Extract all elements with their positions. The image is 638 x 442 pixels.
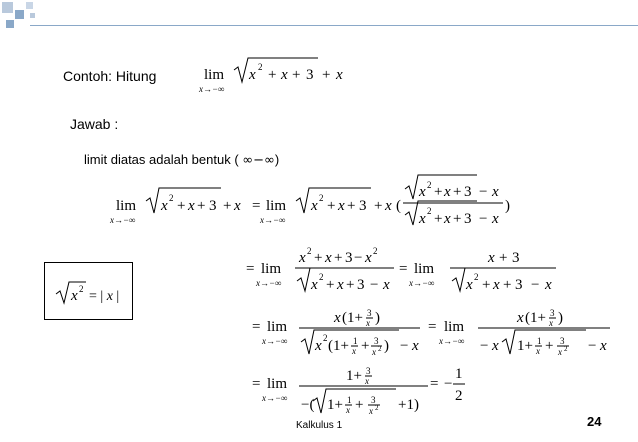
svg-text:(1+: (1+ xyxy=(525,310,546,326)
svg-text:2: 2 xyxy=(378,345,382,353)
svg-text:x: x xyxy=(493,277,500,293)
svg-text:3: 3 xyxy=(374,336,379,346)
svg-text:2: 2 xyxy=(375,404,379,412)
intro-form: ∞−∞ xyxy=(242,153,275,168)
svg-text:lim: lim xyxy=(266,198,287,214)
svg-text:+: + xyxy=(268,67,277,83)
svg-text:3: 3 xyxy=(306,67,314,83)
svg-text:x: x xyxy=(234,198,241,214)
svg-text:2: 2 xyxy=(169,193,174,203)
svg-text:1+: 1+ xyxy=(327,397,343,413)
svg-text:x: x xyxy=(385,198,392,214)
svg-text:x: x xyxy=(352,346,356,356)
svg-text:): ) xyxy=(375,310,380,326)
sidebox-rhs: = | x | xyxy=(89,289,120,304)
footer-title: Kalkulus 1 xyxy=(296,420,343,431)
svg-text:3: 3 xyxy=(357,277,365,293)
svg-text:x: x xyxy=(600,338,607,354)
svg-text:+: + xyxy=(499,250,508,266)
svg-text:1: 1 xyxy=(455,366,463,382)
svg-text:−: − xyxy=(531,277,540,293)
svg-text:x→−∞: x→−∞ xyxy=(256,278,282,288)
svg-text:=: = xyxy=(399,261,408,277)
svg-text:3: 3 xyxy=(464,184,472,200)
svg-text:x: x xyxy=(466,277,473,293)
svg-text:1: 1 xyxy=(353,336,358,346)
svg-text:+: + xyxy=(334,250,343,266)
svg-text:x: x xyxy=(558,347,562,357)
svg-text:+: + xyxy=(434,184,443,200)
svg-text:3: 3 xyxy=(560,336,565,346)
svg-text:x: x xyxy=(383,277,390,293)
svg-text:=: = xyxy=(428,319,437,335)
svg-text:1+: 1+ xyxy=(346,368,362,384)
svg-text:3: 3 xyxy=(367,308,372,318)
svg-text:): ) xyxy=(505,198,510,214)
svg-text:x: x xyxy=(549,318,553,328)
svg-text:x: x xyxy=(419,211,426,227)
svg-text:2: 2 xyxy=(474,272,479,282)
svg-text:x→−∞: x→−∞ xyxy=(409,278,435,288)
svg-text:2: 2 xyxy=(319,272,324,282)
svg-text:x: x xyxy=(311,277,318,293)
svg-text:+: + xyxy=(482,277,491,293)
svg-text:x: x xyxy=(372,347,376,357)
svg-text:+: + xyxy=(355,397,364,413)
svg-text:2: 2 xyxy=(319,193,324,203)
svg-text:lim: lim xyxy=(414,261,435,277)
svg-text:−: − xyxy=(479,184,488,200)
svg-text:x→−∞: x→−∞ xyxy=(439,336,465,346)
svg-text:x: x xyxy=(249,67,256,83)
svg-text:lim: lim xyxy=(116,198,137,214)
svg-text:2: 2 xyxy=(427,180,432,190)
page-number: 24 xyxy=(587,414,602,429)
svg-text:x: x xyxy=(188,198,195,214)
svg-text:+: + xyxy=(545,338,554,354)
lim-word: lim xyxy=(204,67,225,83)
svg-text:−: − xyxy=(354,250,363,266)
svg-text:+1): +1) xyxy=(398,397,419,413)
svg-text:): ) xyxy=(384,338,389,354)
svg-text:x: x xyxy=(492,184,499,200)
header-label: Contoh: Hitung xyxy=(63,68,157,84)
svg-text:3: 3 xyxy=(209,198,217,214)
svg-text:3: 3 xyxy=(464,211,472,227)
svg-text:x: x xyxy=(369,406,373,416)
svg-text:+: + xyxy=(292,67,301,83)
svg-text:+: + xyxy=(434,211,443,227)
svg-text:x: x xyxy=(444,211,451,227)
svg-text:+: + xyxy=(453,211,462,227)
svg-text:x: x xyxy=(161,198,168,214)
svg-text:3: 3 xyxy=(550,308,555,318)
svg-text:2: 2 xyxy=(455,388,463,404)
svg-text:−: − xyxy=(479,211,488,227)
svg-text:x: x xyxy=(517,310,524,326)
svg-text:−: − xyxy=(444,376,453,392)
svg-text:x: x xyxy=(315,338,322,354)
svg-text:lim: lim xyxy=(261,261,282,277)
svg-text:−: − xyxy=(480,338,489,354)
svg-text:2: 2 xyxy=(323,333,328,343)
svg-text:1: 1 xyxy=(347,395,352,405)
svg-text:x: x xyxy=(365,250,372,266)
svg-text:x: x xyxy=(444,184,451,200)
svg-text:x: x xyxy=(299,250,306,266)
svg-text:+: + xyxy=(177,198,186,214)
svg-text:x→−∞: x→−∞ xyxy=(110,215,136,225)
svg-text:(: ( xyxy=(396,198,401,214)
svg-text:+: + xyxy=(322,67,331,83)
svg-text:1: 1 xyxy=(537,336,542,346)
svg-text:−: − xyxy=(370,277,379,293)
svg-text:x: x xyxy=(366,318,370,328)
jawab-label: Jawab : xyxy=(70,116,119,132)
lim-sub: x→−∞ xyxy=(199,84,225,94)
svg-text:+: + xyxy=(453,184,462,200)
svg-text:−(: −( xyxy=(301,397,315,413)
svg-text:+: + xyxy=(346,277,355,293)
svg-text:=: = xyxy=(252,198,261,214)
svg-text:x: x xyxy=(281,67,288,83)
svg-text:x: x xyxy=(412,338,419,354)
svg-text:+: + xyxy=(361,338,370,354)
svg-text:=: = xyxy=(252,376,261,392)
svg-text:3: 3 xyxy=(359,198,367,214)
svg-text:+: + xyxy=(223,198,232,214)
svg-text:x→−∞: x→−∞ xyxy=(260,215,286,225)
svg-text:x: x xyxy=(545,277,552,293)
svg-text:+: + xyxy=(197,198,206,214)
svg-text:2: 2 xyxy=(373,246,378,256)
svg-text:lim: lim xyxy=(267,376,288,392)
svg-text:3: 3 xyxy=(366,366,371,376)
sidebox-exp: 2 xyxy=(79,284,84,294)
svg-text:x→−∞: x→−∞ xyxy=(262,393,288,403)
svg-text:x: x xyxy=(346,405,350,415)
svg-text:(1+: (1+ xyxy=(342,310,363,326)
svg-text:lim: lim xyxy=(267,319,288,335)
svg-text:−: − xyxy=(400,338,409,354)
svg-text:x: x xyxy=(311,198,318,214)
svg-text:2: 2 xyxy=(307,246,312,256)
svg-text:3: 3 xyxy=(515,277,523,293)
svg-text:=: = xyxy=(252,319,261,335)
svg-text:x: x xyxy=(536,346,540,356)
intro-close: ) xyxy=(274,152,280,167)
svg-text:x: x xyxy=(492,338,499,354)
svg-text:x: x xyxy=(419,184,426,200)
svg-text:+: + xyxy=(503,277,512,293)
svg-text:+: + xyxy=(327,198,336,214)
svg-text:): ) xyxy=(558,310,563,326)
svg-text:−: − xyxy=(588,338,597,354)
sidebox-lhs: x xyxy=(71,288,78,304)
svg-text:1+: 1+ xyxy=(517,338,533,354)
svg-text:+: + xyxy=(374,198,383,214)
svg-text:x: x xyxy=(365,376,369,386)
svg-text:2: 2 xyxy=(564,345,568,353)
svg-text:(1+: (1+ xyxy=(328,338,349,354)
svg-text:lim: lim xyxy=(444,319,465,335)
intro-label: limit diatas adalah bentuk ( xyxy=(84,152,239,167)
svg-text:x: x xyxy=(338,198,345,214)
svg-text:2: 2 xyxy=(258,62,263,72)
svg-text:+: + xyxy=(326,277,335,293)
svg-text:x: x xyxy=(336,67,343,83)
svg-text:2: 2 xyxy=(427,206,432,216)
svg-text:x: x xyxy=(334,310,341,326)
svg-text:x: x xyxy=(488,250,495,266)
svg-text:x: x xyxy=(492,211,499,227)
svg-text:3: 3 xyxy=(512,250,520,266)
svg-text:x: x xyxy=(337,277,344,293)
svg-text:3: 3 xyxy=(371,395,376,405)
svg-text:3: 3 xyxy=(345,250,353,266)
svg-text:x: x xyxy=(325,250,332,266)
svg-text:=: = xyxy=(246,261,255,277)
svg-text:+: + xyxy=(347,198,356,214)
svg-text:+: + xyxy=(314,250,323,266)
svg-text:x→−∞: x→−∞ xyxy=(262,336,288,346)
svg-text:=: = xyxy=(430,376,439,392)
